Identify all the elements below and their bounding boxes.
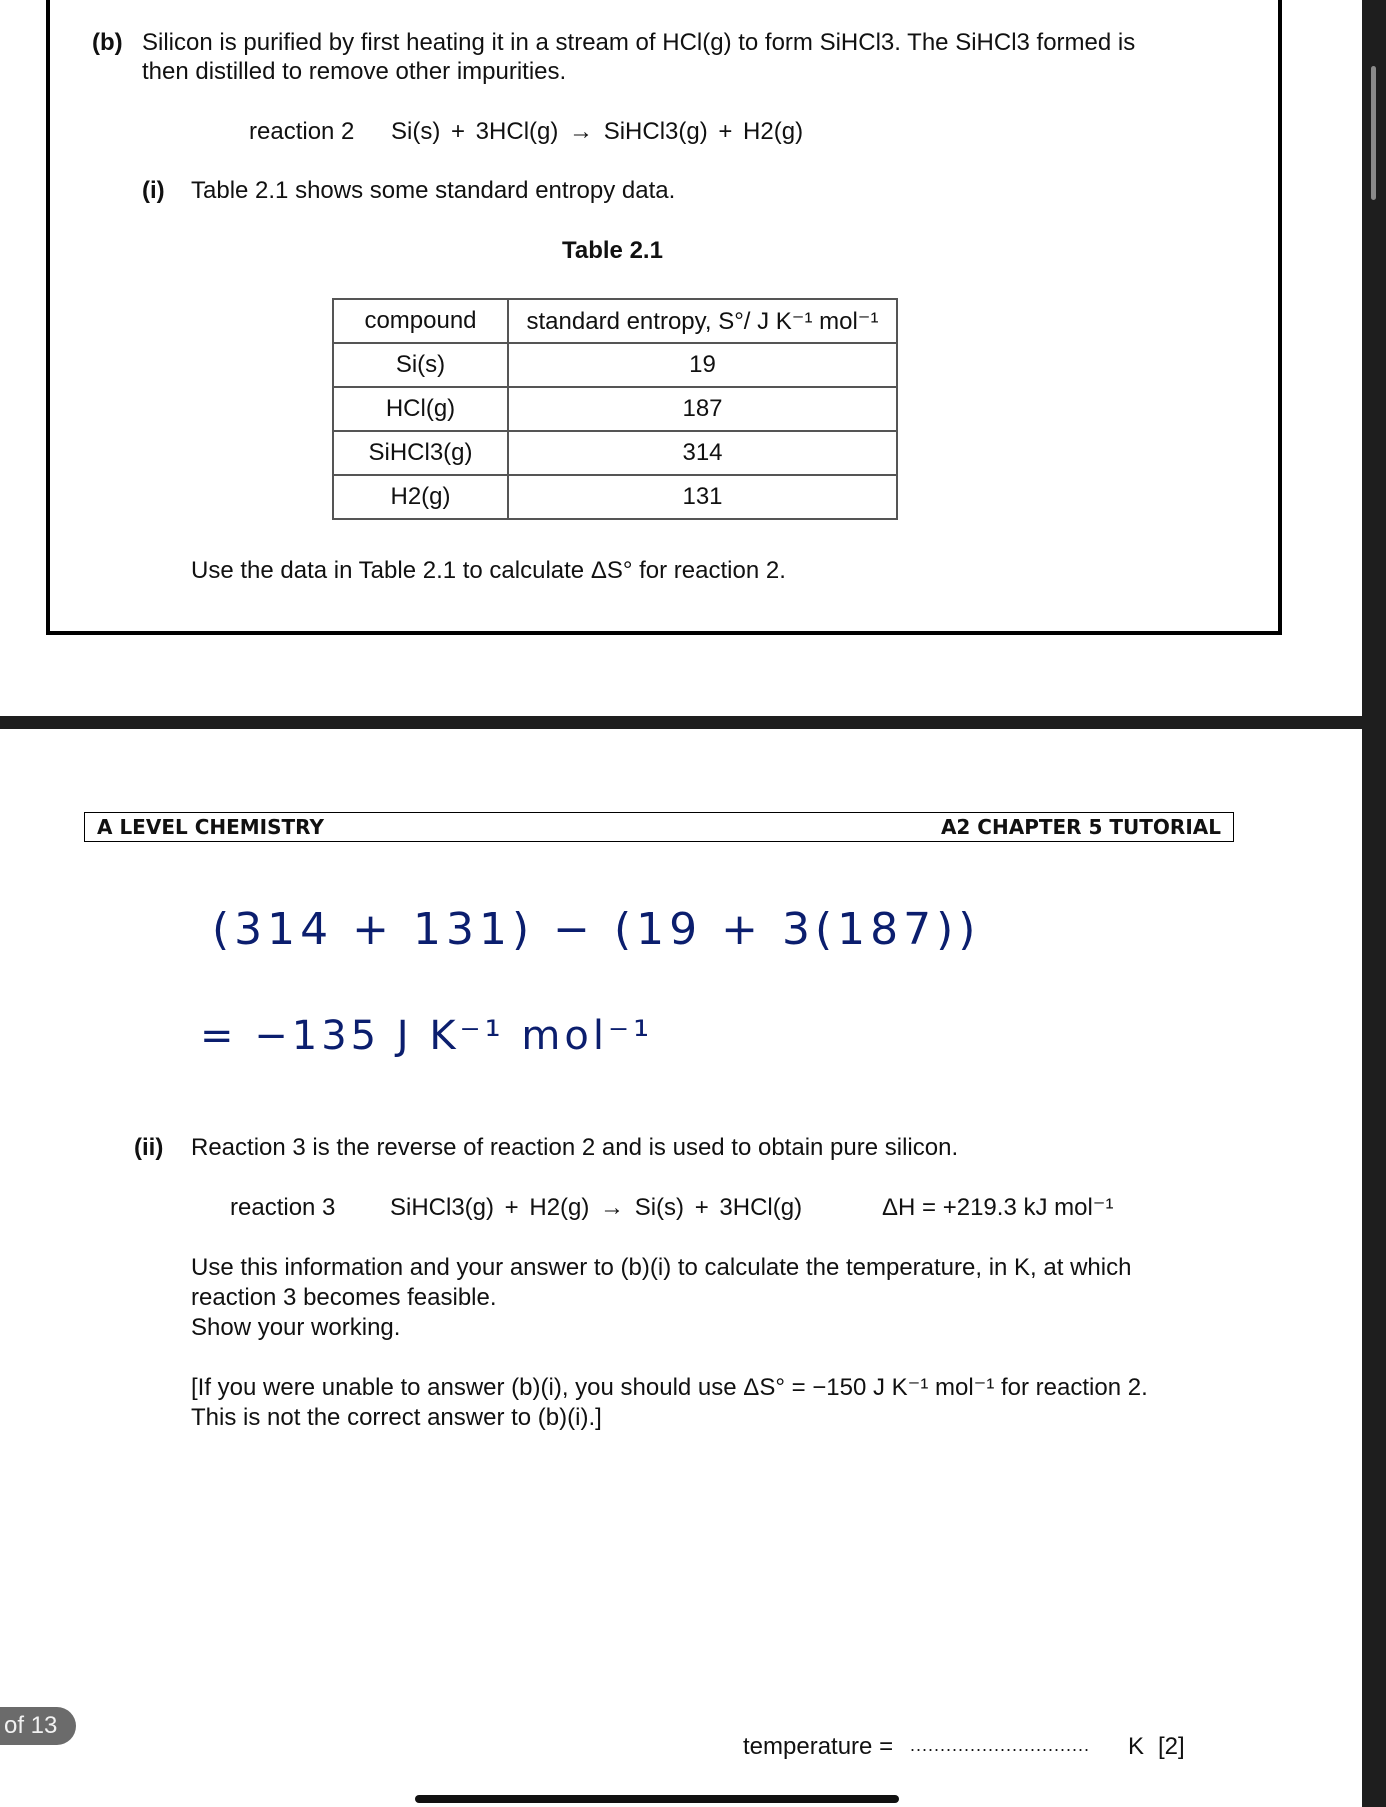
fallback-note-line1: [If you were unable to answer (b)(i), you should use ΔS° = −150 J K⁻¹ mol⁻¹ for reaction 2. [191,1374,1148,1401]
reaction-2-equation: Si(s) + 3HCl(g) → SiHCl3(g) + H2(g) [391,118,804,145]
part-i-label: (i) [142,177,165,204]
compound-cell: HCl(g) [333,387,508,431]
table-row [333,387,897,431]
part-ii-instruction-line3: Show your working. [191,1314,401,1341]
table-title: Table 2.1 [562,237,663,264]
reaction-3-label: reaction 3 [230,1194,336,1221]
entropy-cell: 187 [508,387,897,431]
table-header-row [333,299,897,343]
table-row [333,343,897,387]
part-ii-label: (ii) [134,1134,164,1161]
entropy-cell: 131 [508,475,897,519]
part-i-instruction: Use the data in Table 2.1 to calculate ΔS° for reaction 2. [191,557,786,584]
part-b-intro-line1: Silicon is purified by first heating it in a stream of HCl(g) to form SiHCl3. The SiHCl3 formed is [142,29,1136,56]
entropy-table [332,298,898,520]
part-ii-instruction-line2: reaction 3 becomes feasible. [191,1284,497,1311]
home-indicator-bar[interactable] [415,1795,899,1803]
page-header-box [84,812,1234,842]
page-separator [0,716,1362,729]
answer-label: temperature = [743,1733,894,1760]
reaction-3-enthalpy: ΔH = +219.3 kJ mol⁻¹ [882,1194,1114,1221]
table-row [333,431,897,475]
part-b-intro-line2: then distilled to remove other impurities. [142,58,567,85]
handwritten-working-line2: = −135 J K⁻¹ mol⁻¹ [200,1013,654,1059]
col-header-entropy: standard entropy, S°/ J K⁻¹ mol⁻¹ [508,299,897,343]
col-header-compound: compound [333,299,508,343]
fallback-note-line2: This is not the correct answer to (b)(i).] [191,1404,602,1431]
compound-cell: SiHCl3(g) [333,431,508,475]
entropy-cell: 314 [508,431,897,475]
compound-cell: H2(g) [333,475,508,519]
scrollbar-thumb[interactable] [1371,66,1376,200]
reaction-2-label: reaction 2 [249,118,355,145]
table-row [333,475,897,519]
answer-line[interactable]: .............................. [910,1735,1091,1755]
answer-unit: K [1128,1733,1145,1760]
header-left: A LEVEL CHEMISTRY [97,815,324,839]
handwritten-working-line1: (314 + 131) − (19 + 3(187)) [212,904,981,955]
marks-label: [2] [1158,1733,1185,1760]
entropy-cell: 19 [508,343,897,387]
page-indicator[interactable]: of 13 [0,1707,76,1745]
compound-cell: Si(s) [333,343,508,387]
part-ii-text: Reaction 3 is the reverse of reaction 2 and is used to obtain pure silicon. [191,1134,959,1161]
header-right: A2 CHAPTER 5 TUTORIAL [940,815,1221,839]
part-ii-instruction-line1: Use this information and your answer to (b)(i) to calculate the temperature, in K, at which [191,1254,1132,1281]
part-i-text: Table 2.1 shows some standard entropy data. [191,177,676,204]
part-b-label: (b) [92,29,123,56]
reaction-3-equation: SiHCl3(g) + H2(g) → Si(s) + 3HCl(g) [390,1194,803,1221]
viewer-right-rail [1362,0,1386,1807]
